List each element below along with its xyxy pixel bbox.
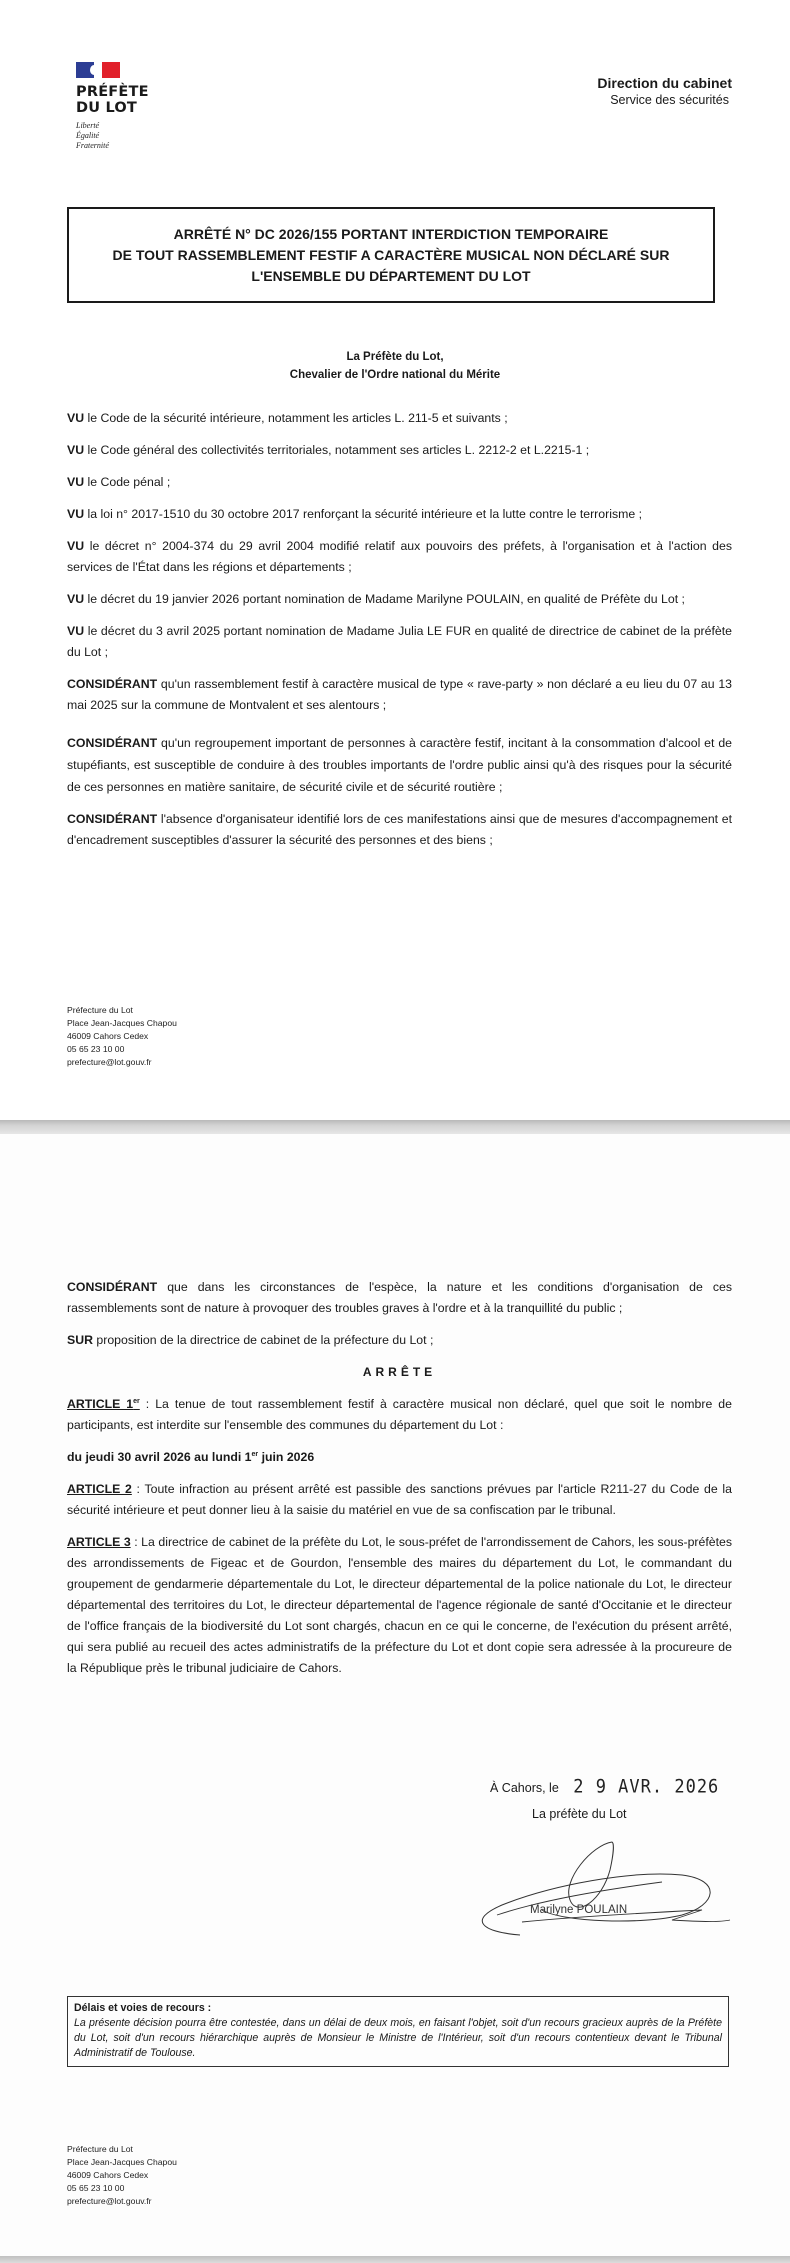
article-2: ARTICLE 2 : Toute infraction au présent arrêté est passible des sanctions prévues par l'article R211-27 du Code de la sécurité intérieure et peut donner lieu à la saisie du matériel en vue de sa confiscation par le tribunal. [67,1482,732,1517]
preamble-paragraph: VU le Code général des collectivités territoriales, notamment ses articles L. 2212-2 et L.2215-1 ; [67,443,590,457]
considerant-paragraph: CONSIDÉRANT que dans les circonstances de l'espèce, la nature et les conditions d'organisation de ces rassemblements sont de nature à provoquer des troubles graves à l'ordre et à la tranquillité du public ; [67,1280,732,1315]
decree-body [67,1277,732,1690]
issuing-authority: La Préfète du Lot, Chevalier de l'Ordre national du Mérite [289,351,501,381]
appeal-heading: Délais et voies de recours : [74,2002,212,2014]
subservice-label: Service des sécurités [610,93,729,107]
appeal-text: La présente décision pourra être contestée, dans un délai de deux mois, en faisant l'objet, soit d'un recours gracieux auprès de la Préfète du Lot, soit d'un recours hiérarchique auprès de Monsieur le Ministre de l'Intérieur, soit d'un recours contentieux devant le Tribunal Administratif de Toulouse. [74,2017,722,2059]
marianne-flag-icon [76,62,120,78]
preamble-paragraph: VU le décret n° 2004-374 du 29 avril 2004 modifié relatif aux pouvoirs des préfets, à l'organisation et à l'action des services de l'État dans les régions et départements ; [67,539,732,574]
page-separator [0,1120,790,1134]
prefecture-logo [76,62,166,151]
ban-period: du jeudi 30 avril 2026 au lundi 1er juin 2026 [67,1450,315,1464]
preamble-paragraph: VU le décret du 19 janvier 2026 portant nomination de Madame Marilyne POULAIN, en qualité de Préfète du Lot ; [67,592,685,606]
republic-motto: Liberté Égalité Fraternité [76,121,109,150]
preamble-paragraph: VU le décret du 3 avril 2025 portant nomination de Madame Julia LE FUR en qualité de directrice de cabinet de la préfète du Lot ; [67,624,732,659]
page-1 [0,0,790,1120]
preamble-paragraph: VU le Code pénal ; [67,475,171,489]
decree-title: ARRÊTÉ N° DC 2026/155 PORTANT INTERDICTION TEMPORAIRE DE TOUT RASSEMBLEMENT FESTIF A CARACTÈRE MUSICAL NON DÉCLARÉ SUR L'ENSEMBLE DU DÉPARTEMENT DU LOT [67,207,715,303]
date-stamp: 2 9 AVR. 2026 [573,1776,720,1798]
appeal-notice [67,1996,729,2067]
preamble [67,408,732,862]
signatory-name: Marilyne POULAIN [530,1904,628,1916]
preamble-paragraph: CONSIDÉRANT l'absence d'organisateur identifié lors de ces manifestations ainsi que de mesures d'accompagnement et d'encadrement susceptibles d'assurer la sécurité des personnes et des biens ; [67,812,732,847]
issuing-service [597,74,732,109]
signature-place: À Cahors, le [490,1781,559,1795]
logo-title: PRÉFÈTE DU LOT [76,84,149,116]
signature-block [490,1777,750,1821]
article-3: ARTICLE 3 : La directrice de cabinet de la préfète du Lot, le sous-préfet de l'arrondissement de Cahors, les sous-préfètes des arrondissements de Figeac et de Gourdon, l'ensemble des maires du département du Lot, le commandant du groupement de gendarmerie départementale du Lot, le directeur départemental de la police nationale du Lot, le directeur départemental des territoires du Lot, le directeur départemental de l'agence régionale de santé d'Occitanie et le directeur de l'office français de la biodiversité du Lot sont chargés, chacun en ce qui le concerne, de l'exécution du présent arrêté, qui sera publié au recueil des actes administratifs de la préfecture du Lot et dont copie sera adressée à la procureure de la République près le tribunal judiciaire de Cahors. [67,1535,732,1675]
signatory-title: La préfète du Lot [532,1807,627,1821]
handwritten-signature-icon [462,1840,732,1940]
direction-label: Direction du cabinet [597,75,732,91]
preamble-paragraph: VU le Code de la sécurité intérieure, notamment les articles L. 211-5 et suivants ; [67,411,508,425]
preamble-paragraph: VU la loi n° 2017-1510 du 30 octobre 2017 renforçant la sécurité intérieure et la lutte contre le terrorisme ; [67,507,643,521]
article-1: ARTICLE 1er : La tenue de tout rassemblement festif à caractère musical non déclaré, quel que soit le nombre de participants, est interdite sur l'ensemble des communes du département du Lot : [67,1397,732,1432]
footer-address: Préfecture du Lot Place Jean-Jacques Chapou 46009 Cahors Cedex 05 65 23 10 00 prefecture@lot.gouv.fr [67,1005,177,1067]
arrete-heading: ARRÊTE [362,1365,437,1379]
page-bottom-edge [0,2256,790,2263]
article-3-label: ARTICLE 3 [67,1535,131,1549]
preamble-paragraph: CONSIDÉRANT qu'un regroupement important de personnes à caractère festif, incitant à la consommation d'alcool et de stupéfiants, est susceptible de conduire à des troubles importants de l'ordre public ainsi qu'à des risques pour la sécurité de ces personnes en matière sanitaire, de sécurité civile et de sécurité routière ; [67,736,732,794]
sur-paragraph: SUR proposition de la directrice de cabinet de la préfecture du Lot ; [67,1333,434,1347]
article-2-label: ARTICLE 2 [67,1482,132,1496]
article-1-label: ARTICLE 1er [67,1397,140,1411]
footer-address: Préfecture du Lot Place Jean-Jacques Chapou 46009 Cahors Cedex 05 65 23 10 00 prefecture@lot.gouv.fr [67,2144,177,2206]
preamble-paragraph: CONSIDÉRANT qu'un rassemblement festif à caractère musical de type « rave-party » non déclaré a eu lieu du 07 au 13 mai 2025 sur la commune de Montvalent et ses alentours ; [67,677,732,712]
